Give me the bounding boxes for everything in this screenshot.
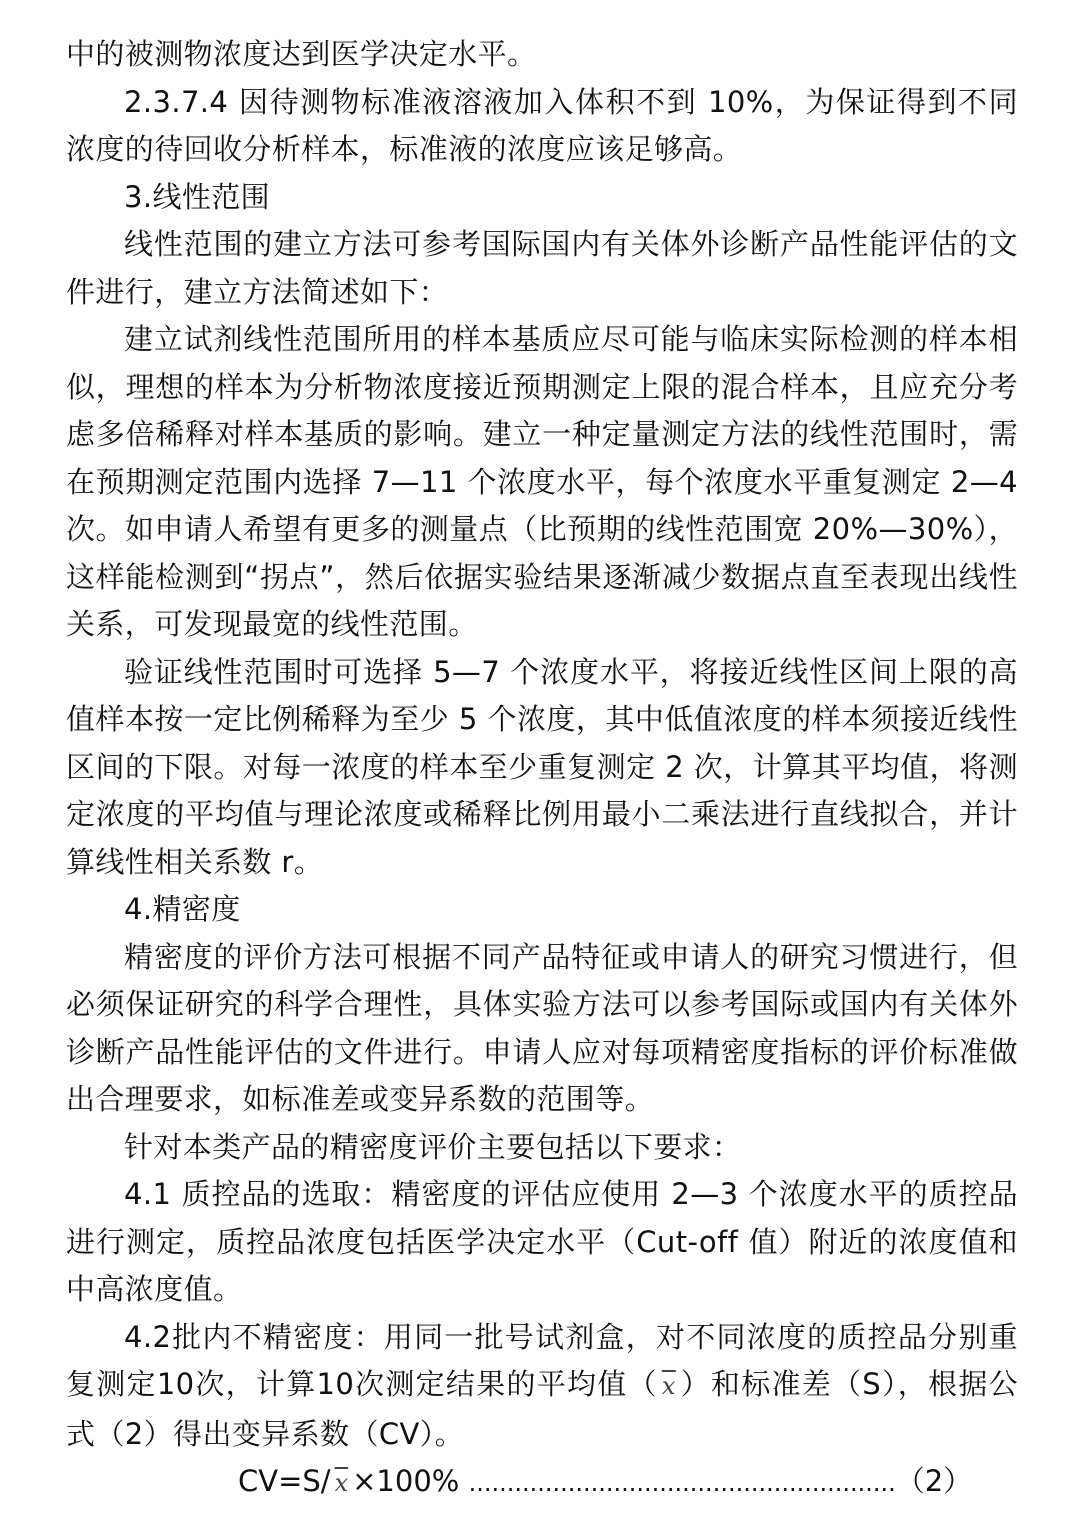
- formula-right: ×100%: [352, 1464, 460, 1498]
- paragraph-4-1-qc-selection: 4.1 质控品的选取：精密度的评估应使用 2—3 个浓度水平的质控品进行测定，质控品浓度包括医学决定水平（Cut-off 值）附近的浓度值和中高浓度值。: [66, 1177, 1018, 1306]
- formula-leader-dots: ........................................................: [468, 1469, 896, 1497]
- document-page: [66, 31, 1018, 1508]
- mean-symbol: $\overline{x}$: [661, 1372, 676, 1400]
- section-heading-precision: 4.精密度: [124, 892, 241, 926]
- paragraph-4-2-text-a: 4.2批内不精密度：用同一批号试剂盒，对不同浓度的质控品分别重复测定10次，计算10次测定结果的平均值（: [66, 1319, 1018, 1401]
- paragraph-4-2-text-b: ）和标准差（S），根据公式（2）得出变异系数（CV）。: [66, 1367, 1018, 1451]
- paragraph-linear-range-verify: 验证线性范围时可选择 5—7 个浓度水平，将接近线性区间上限的高值样本按一定比例稀释为至少 5 个浓度，其中低值浓度的样本须接近线性区间的下限。对每一浓度的样本至少重复测定 2 次，计算其平均值，将测定浓度的平均值与理论浓度或稀释比例用最小二乘法进行直线拟合，并计算线性相关系数 r。: [66, 654, 1018, 879]
- section-heading-linear-range: 3.线性范围: [124, 179, 271, 214]
- paragraph-precision-intro: 精密度的评价方法可根据不同产品特征或申请人的研究习惯进行，但必须保证研究的科学合理性，具体实验方法可以参考国际或国内有关体外诊断产品性能评估的文件进行。申请人应对每项精密度指标的评价标准做出合理要求，如标准差或变异系数的范围等。: [66, 939, 1018, 1116]
- paragraph-linear-range-intro: 线性范围的建立方法可参考国际国内有关体外诊断产品性能评估的文件进行，建立方法简述如下：: [66, 227, 1018, 309]
- paragraph-2-3-7-4: 2.3.7.4 因待测物标准液溶液加入体积不到 10%，为保证得到不同浓度的待回收分析样本，标准液的浓度应该足够高。: [66, 84, 1018, 166]
- cv-formula: [66, 1458, 1018, 1508]
- formula-number: （2）: [895, 1464, 973, 1498]
- paragraph-precision-requirements: 针对本类产品的精密度评价主要包括以下要求：: [124, 1129, 742, 1164]
- formula-left: CV=S/: [238, 1464, 331, 1498]
- paragraph-linear-range-establish: 建立试剂线性范围所用的样本基质应尽可能与临床实际检测的样本相似，理想的样本为分析物浓度接近预期测定上限的混合样本，且应充分考虑多倍稀释对样本基质的影响。建立一种定量测定方法的线性范围时，需在预期测定范围内选择 7—11 个浓度水平，每个浓度水平重复测定 2—4 次。如申请人希望有更多的测量点（比预期的线性范围宽 20%—30%），这样能检测到“拐点”，然后依据实验结果逐渐减少数据点直至表现出线性关系，可发现最宽的线性范围。: [66, 322, 1018, 641]
- paragraph-continuation: 中的被测物浓度达到医学决定水平。: [66, 37, 537, 71]
- paragraph-4-2-within-run: [66, 1314, 1018, 1459]
- formula-mean-symbol: $\overline{x}$: [334, 1469, 349, 1497]
